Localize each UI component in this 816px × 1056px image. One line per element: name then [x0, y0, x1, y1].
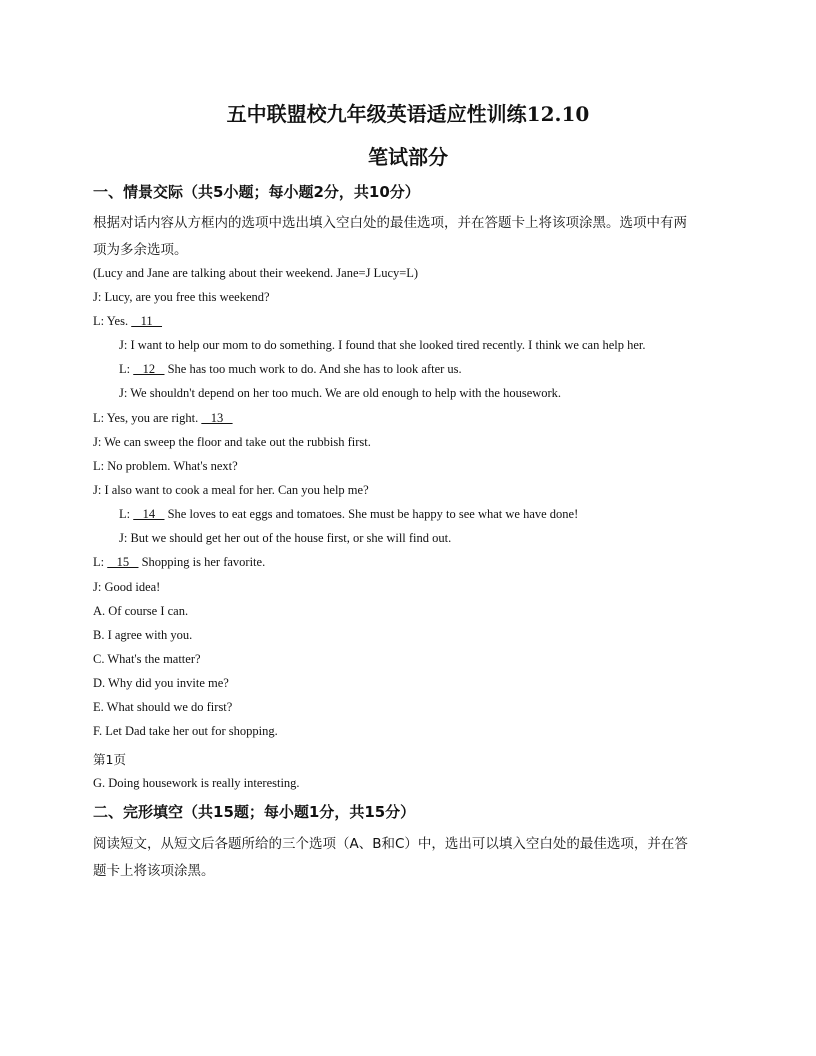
- section1-heading: 一、情景交际（共5小题；每小题2分，共10分）: [93, 183, 420, 201]
- blank-12: 12: [133, 362, 165, 376]
- blank-13: 13: [201, 411, 233, 425]
- dialogue-line: [93, 411, 233, 426]
- page-number: 第1页: [93, 752, 126, 767]
- dialogue-text: Shopping is her favorite.: [138, 555, 266, 569]
- dialogue-line: [93, 314, 162, 329]
- dialogue-text: L: Yes, you are right.: [93, 411, 202, 425]
- blank-15: 15: [107, 555, 139, 569]
- dialogue-text: L:: [119, 507, 134, 521]
- dialogue-text: L:: [119, 362, 134, 376]
- document-title: 五中联盟校九年级英语适应性训练12.10: [226, 102, 590, 126]
- dialogue-line: [119, 338, 646, 353]
- dialogue-text: L: Yes.: [93, 314, 132, 328]
- dialogue-text: She has too much work to do. And she has to look after us.: [164, 362, 462, 376]
- option-a: A. Of course I can.: [93, 604, 189, 618]
- dialogue-text: J: But we should get her out of the house first, or she will find out.: [119, 531, 452, 545]
- option-b: B. I agree with you.: [93, 628, 193, 642]
- dialogue-line: [119, 507, 578, 522]
- dialogue-line: [119, 386, 561, 401]
- dialogue-line: [93, 580, 160, 595]
- dialogue-line: [93, 290, 270, 305]
- option-f: F. Let Dad take her out for shopping.: [93, 724, 278, 738]
- dialogue-text: J: I also want to cook a meal for her. Can you help me?: [93, 483, 369, 497]
- dialogue-text: J: We shouldn't depend on her too much. We are old enough to help with the housework.: [119, 386, 562, 400]
- dialogue-line: [93, 435, 371, 450]
- dialogue-text: J: I want to help our mom to do something. I found that she looked tired recently. I think we can help her.: [119, 338, 646, 352]
- dialogue-intro: (Lucy and Jane are talking about their weekend. Jane=J Lucy=L): [93, 266, 419, 280]
- option-c: C. What's the matter?: [93, 652, 201, 666]
- dialogue-line: [93, 555, 265, 570]
- section2-heading: 二、完形填空（共15题；每小题1分，共15分）: [93, 803, 416, 821]
- dialogue-line: [119, 531, 451, 546]
- blank-11: 11: [131, 314, 163, 328]
- section2-instruction-line2: 题卡上将该项涂黑。: [93, 863, 215, 879]
- document-subtitle: 笔试部分: [368, 145, 448, 169]
- dialogue-line: [119, 362, 462, 377]
- dialogue-text: J: We can sweep the floor and take out the rubbish first.: [93, 435, 371, 449]
- dialogue-line: [93, 483, 369, 498]
- section2-instruction-line1: 阅读短文，从短文后各题所给的三个选项（A、B和C）中，选出可以填入空白处的最佳选项，并在答: [93, 836, 688, 852]
- option-g: G. Doing housework is really interesting.: [93, 776, 300, 790]
- dialogue-text: She loves to eat eggs and tomatoes. She must be happy to see what we have done!: [164, 507, 579, 521]
- dialogue-text: J: Lucy, are you free this weekend?: [93, 290, 270, 304]
- dialogue-line: [93, 459, 238, 474]
- dialogue-text: L:: [93, 555, 108, 569]
- dialogue-text: L: No problem. What's next?: [93, 459, 238, 473]
- option-e: E. What should we do first?: [93, 700, 233, 714]
- option-d: D. Why did you invite me?: [93, 676, 229, 690]
- dialogue-text: J: Good idea!: [93, 580, 161, 594]
- section1-instruction-line1: 根据对话内容从方框内的选项中选出填入空白处的最佳选项，并在答题卡上将该项涂黑。选项中有两: [93, 215, 687, 231]
- blank-14: 14: [133, 507, 165, 521]
- section1-instruction-line2: 项为多余选项。: [93, 242, 188, 258]
